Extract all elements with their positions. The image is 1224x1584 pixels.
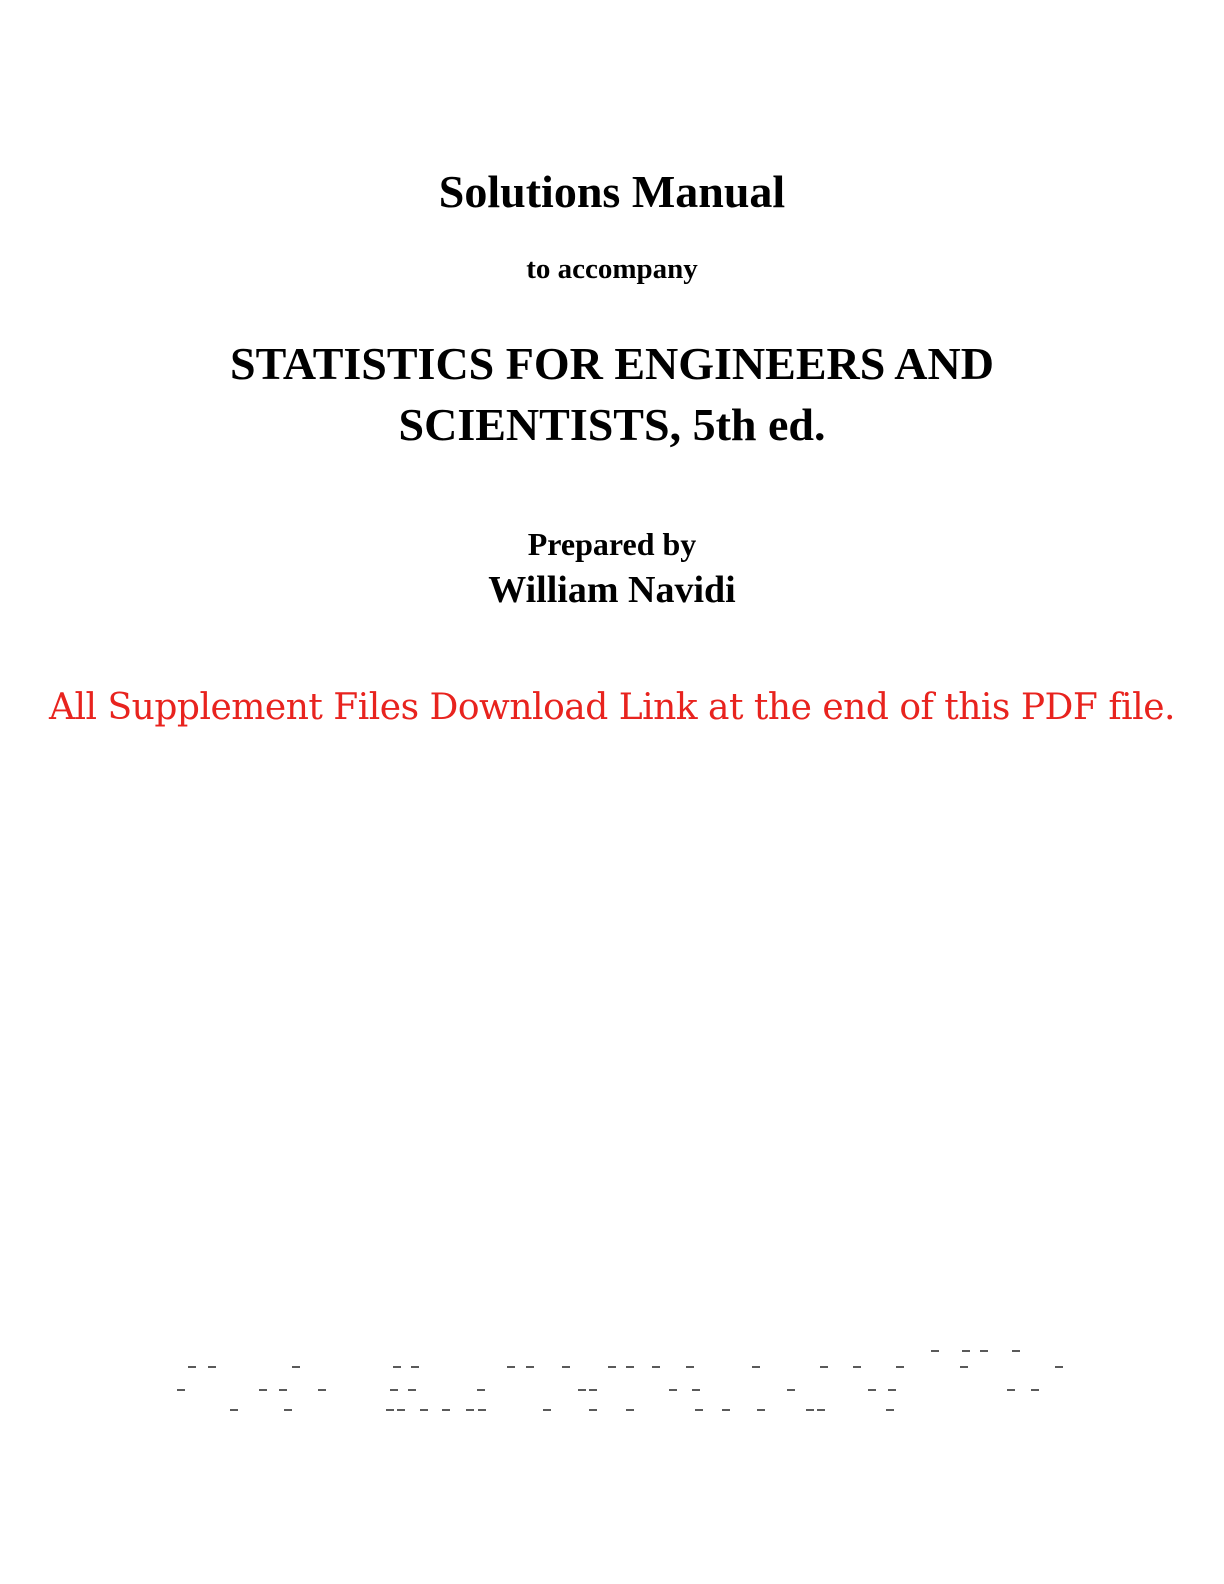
book-title-line-1: STATISTICS FOR ENGINEERS AND: [230, 338, 994, 389]
document-title: Solutions Manual: [438, 166, 786, 217]
supplement-download-notice: All Supplement Files Download Link at the end of this PDF file.: [49, 687, 1175, 728]
prepared-by-label: Prepared by: [527, 526, 697, 562]
book-title-line-2: SCIENTISTS, 5th ed.: [398, 399, 826, 450]
author-name: William Navidi: [488, 569, 736, 611]
document-subtitle: to accompany: [526, 253, 698, 285]
